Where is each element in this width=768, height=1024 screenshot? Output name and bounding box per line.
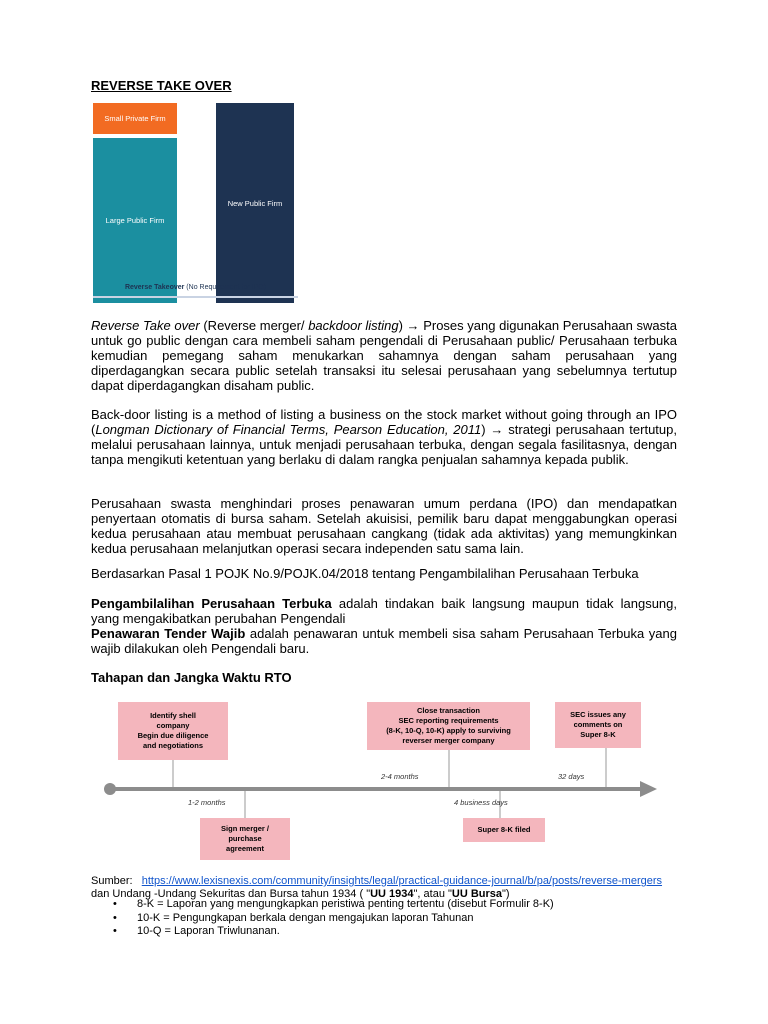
- src2-e: "): [502, 888, 510, 900]
- definition-text: ) → Proses yang digunakan Perusahaan swasta untuk go public dengan cara membeli saham pengendali di Perusahaan public/ Perusahaan terbuka kemudian pemegang saham menukarkan sahamnya dengan saham perusahaan yang diperdagangkan secara public setelah transaksi itu selesai perusahaan yang sebelumnya tertutup dapat diperdagangkan disaham public.: [91, 318, 677, 393]
- citation: Longman Dictionary of Financial Terms, Pearson Education, 2011: [95, 422, 482, 437]
- src2-b: UU 1934: [370, 888, 414, 900]
- label-1-2-months: 1-2 months: [188, 798, 226, 807]
- timeline-box-sec-comments: [555, 702, 641, 748]
- new-public-firm-box: New Public Firm: [216, 103, 294, 303]
- timeline-box-close-transaction: [367, 702, 530, 750]
- source-link[interactable]: https://www.lexisnexis.com/community/insights/legal/practical-guidance-journal/b/pa/posts/reverse-mergers: [141, 875, 663, 887]
- box2-line1: Close transaction: [417, 706, 480, 715]
- box2-line2: SEC reporting requirements: [398, 716, 499, 725]
- regulation-reference: Berdasarkan Pasal 1 POJK No.9/POJK.04/2018 tentang Pengambilalihan Perusahaan Terbuka: [91, 566, 639, 581]
- box5-line1: Super 8-K filed: [477, 825, 531, 834]
- box1-line4: and negotiations: [143, 741, 203, 750]
- backdoor-text: Back-door listing is a method of listing a business on the stock market without going through an IPO (: [91, 407, 677, 437]
- section-heading: REVERSE TAKE OVER: [91, 78, 232, 93]
- term-rto: Reverse Take over: [91, 318, 200, 333]
- box3-line3: Super 8-K: [580, 730, 616, 739]
- timeline-box-sign-merger: [200, 818, 290, 860]
- box2-line4: reverser merger company: [402, 736, 495, 745]
- small-private-firm-box: Small Private Firm: [93, 103, 177, 134]
- label-2-4-months: 2-4 months: [381, 772, 419, 781]
- source-line: [91, 875, 662, 888]
- list-item: • 10-K = Pengungkapan berkala dengan mengajukan laporan Tahunan: [113, 912, 554, 926]
- source-label: Sumber:: [91, 875, 133, 887]
- box4-line2: purchase: [228, 834, 262, 843]
- box4-line3: agreement: [226, 844, 264, 853]
- list-item: • 8-K = Laporan yang mengungkapkan peristiwa penting tertentu (disebut Formulir 8-K): [113, 898, 554, 912]
- box1-line1: Identify shell: [150, 711, 196, 720]
- paren-open: (Reverse merger/: [199, 318, 309, 333]
- label-4-business-days: 4 business days: [454, 798, 508, 807]
- src2-a: dan Undang -Undang Sekuritas dan Bursa tahun 1934 ( ": [91, 888, 371, 900]
- timeline-arrowhead: [640, 781, 657, 797]
- backdoor-rest: ) → strategi perusahaan tertutup, melalui perusahaan lainnya, untuk menjadi perusahaan terbuka, dengan segala fasilitasnya, dengan tanpa mengikuti ketentuan yang berlaku di dalam rangka penjualan sahamnya kepada publik.: [91, 422, 677, 467]
- tender-text: adalah penawaran untuk membeli sisa saham Perusahaan Terbuka yang wajib dilakukan oleh Pengendali baru.: [91, 626, 677, 656]
- paragraph-ipo: Perusahaan swasta menghindari proses penawaran umum perdana (IPO) dan mendapatkan penyertaan otomatis di bursa saham. Setelah akuisisi, pemilik baru dapat menggabungkan operasi kedua perusahaan atau membuat perusahaan cangkang (tidak ada aktivitas) yang memungkinkan kedua perusahaan melanjutkan operasi secara independen satu sama lain.: [91, 496, 677, 556]
- box2-line3: (8-K, 10-Q, 10-K) apply to surviving: [386, 726, 511, 735]
- term-takeover: Pengambilalihan Perusahaan Terbuka: [91, 596, 332, 611]
- term-tender: Penawaran Tender Wajib: [91, 626, 246, 641]
- timeline-box-identify-shell: [118, 702, 228, 760]
- label-32-days: 32 days: [558, 772, 585, 781]
- box3-line2: comments on: [573, 720, 623, 729]
- figure-caption-bold: Reverse Takeover: [124, 284, 185, 291]
- src2-c: ", atau ": [413, 888, 452, 900]
- box1-line3: Begin due diligence: [137, 731, 209, 740]
- timeline-start-dot: [104, 783, 116, 795]
- takeover-text: adalah tindakan baik langsung maupun tidak langsung, yang mengakibatkan perubahan Pengendali: [91, 596, 677, 626]
- large-public-firm-box: Large Public Firm: [93, 138, 177, 303]
- box3-line1: SEC issues any: [570, 710, 626, 719]
- src2-d: UU Bursa: [451, 888, 503, 900]
- box4-line1: Sign merger /: [221, 824, 269, 833]
- box1-line2: company: [156, 721, 190, 730]
- timeline-heading: Tahapan dan Jangka Waktu RTO: [91, 670, 292, 685]
- timeline-box-super-8k-filed: [463, 818, 545, 842]
- list-item: • 10-Q = Laporan Triwlunanan.: [113, 925, 554, 939]
- figure-caption-rest: (No Requirement for IPO): [184, 284, 267, 291]
- term-backdoor: backdoor listing: [308, 318, 399, 333]
- bullet-list: [113, 898, 554, 939]
